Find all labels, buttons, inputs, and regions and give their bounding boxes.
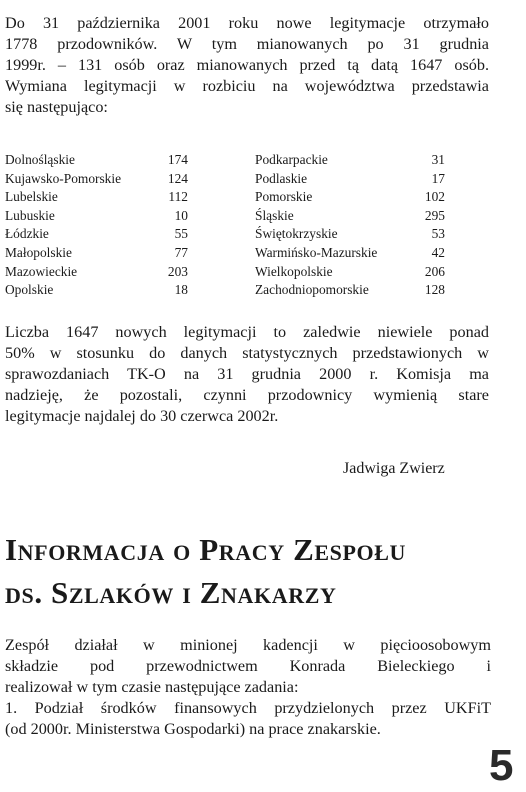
voivodeship-name: Lubuskie [5, 207, 55, 223]
voivodeship-count: 102 [424, 189, 445, 205]
voivodeship-row [5, 263, 188, 282]
voivodeship-name: Zachodniopomorskie [255, 282, 369, 298]
text-line: (od 2000r. Ministerstwa Gospodarki) na prace znakarskie. [5, 720, 381, 738]
voivodeship-count: 203 [167, 263, 188, 279]
section-heading-line-1: Informacja o Pracy Zespołu [5, 532, 406, 567]
voivodeship-row [255, 225, 445, 244]
voivodeship-row [255, 281, 445, 300]
voivodeship-count: 31 [431, 152, 445, 167]
voivodeship-name: Mazowieckie [5, 263, 78, 279]
text-line: 1. Podział środków finansowych przydzielonych przez UKFiT [5, 699, 491, 717]
voivodeship-name: Podlaskie [255, 170, 308, 186]
voivodeship-row [5, 151, 188, 170]
voivodeship-name: Wielkopolskie [255, 263, 333, 279]
voivodeship-name: Małopolskie [5, 244, 72, 260]
voivodeship-count: 174 [167, 152, 188, 167]
voivodeship-name: Świętokrzyskie [255, 226, 338, 242]
text-line: się następująco: [5, 98, 108, 116]
voivodeship-name: Śląskie [255, 207, 294, 223]
voivodeship-name: Opolskie [5, 282, 54, 298]
voivodeship-name: Dolnośląskie [5, 152, 75, 167]
text-line: nadzieję, że pozostali, czynni przodownicy wymienią stare [5, 386, 489, 404]
text-line: Do 31 października 2001 roku nowe legitymacje otrzymało [5, 14, 489, 32]
voivodeship-count: 77 [174, 244, 188, 260]
text-line: Zespół działał w minionej kadencji w pięcioosobowym [5, 636, 491, 654]
voivodeship-row [5, 188, 188, 207]
text-line: Liczba 1647 nowych legitymacji to zaledwie niewiele ponad [5, 323, 489, 341]
voivodeship-name: Warmińsko-Mazurskie [255, 244, 378, 260]
voivodeship-count: 18 [174, 282, 188, 298]
voivodeship-count: 295 [424, 207, 445, 223]
section-heading-line-2: ds. Szlaków i Znakarzy [5, 575, 337, 610]
voivodeship-row [255, 244, 445, 263]
voivodeship-count: 128 [424, 282, 445, 298]
text-line: realizował w tym czasie następujące zadania: [5, 678, 299, 696]
voivodeship-row [5, 225, 188, 244]
voivodeship-count: 112 [168, 189, 188, 205]
voivodeship-column-right [255, 151, 445, 300]
text-line: 50% w stosunku do danych statystycznych przedstawionych w [5, 344, 489, 362]
voivodeship-name: Podkarpackie [255, 152, 328, 167]
voivodeship-count: 206 [424, 263, 445, 279]
text-line: 1999r. – 131 osób oraz mianowanych przed tą datą 1647 osób. [5, 56, 489, 74]
voivodeship-count: 17 [431, 170, 445, 186]
voivodeship-row [255, 263, 445, 282]
author-signature: Jadwiga Zwierz [343, 460, 445, 477]
voivodeship-name: Łódzkie [5, 226, 49, 242]
body-paragraph [5, 635, 491, 740]
voivodeship-column-left [5, 151, 188, 300]
voivodeship-row [5, 244, 188, 263]
voivodeship-count: 42 [431, 244, 445, 260]
voivodeship-row [5, 281, 188, 300]
voivodeship-count: 53 [431, 226, 445, 242]
page-number: 5 [489, 741, 514, 790]
voivodeship-row [255, 207, 445, 226]
voivodeship-row [255, 170, 445, 189]
voivodeship-name: Kujawsko-Pomorskie [5, 170, 122, 186]
voivodeship-count: 10 [174, 207, 188, 223]
voivodeship-row [5, 170, 188, 189]
text-line: składzie pod przewodnictwem Konrada Bieleckiego i [5, 657, 491, 675]
text-line: legitymacje najdalej do 30 czerwca 2002r. [5, 407, 279, 425]
text-line: Wymiana legitymacji w rozbiciu na województwa przedstawia [5, 77, 489, 95]
summary-paragraph [5, 322, 489, 427]
text-line: 1778 przodowników. W tym mianowanych po 31 grudnia [5, 35, 489, 53]
voivodeship-name: Pomorskie [255, 189, 313, 205]
text-line: sprawozdaniach TK-O na 31 grudnia 2000 r. Komisja ma [5, 365, 489, 383]
intro-paragraph [5, 13, 489, 118]
voivodeship-name: Lubelskie [5, 189, 58, 205]
voivodeship-row [5, 207, 188, 226]
voivodeship-row [255, 188, 445, 207]
voivodeship-count: 124 [167, 170, 188, 186]
voivodeship-count: 55 [174, 226, 188, 242]
voivodeship-row [255, 151, 445, 170]
